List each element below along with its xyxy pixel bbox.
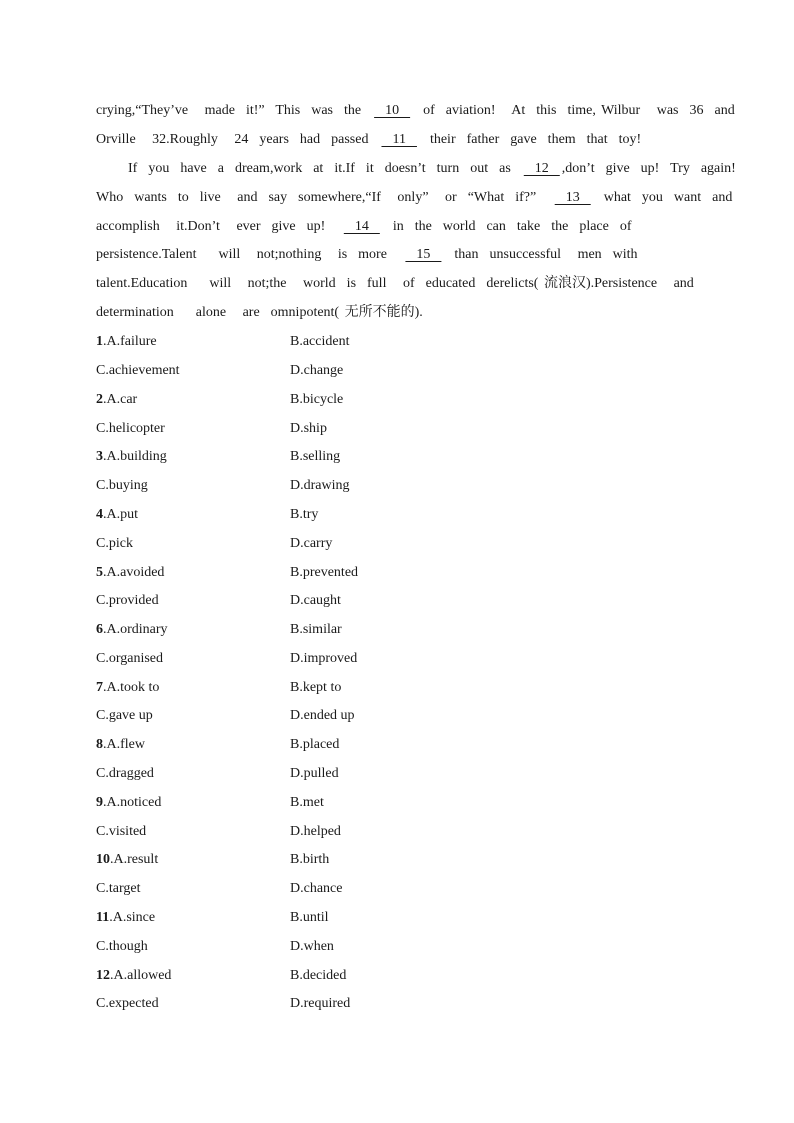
option-a-text: A.avoided <box>106 564 165 580</box>
question-number-dot: . <box>103 334 107 350</box>
question-number: 5 <box>96 564 103 580</box>
option-a <box>96 962 171 991</box>
option-c: C.helicopter <box>96 420 165 436</box>
question-number: 12 <box>96 967 110 983</box>
question-row <box>96 789 696 818</box>
question-row <box>96 415 696 444</box>
blank-number: 14 <box>343 218 380 234</box>
question-number-dot: . <box>103 564 107 580</box>
option-a-text: A.put <box>106 506 138 522</box>
option-b: B.birth <box>290 852 330 868</box>
option-c: C.visited <box>96 823 147 839</box>
passage-text: crying,“They’ve made it!” This was the <box>96 103 373 118</box>
passage-line <box>96 270 696 299</box>
passage-text: determination alone are omnipotent( 无所不能的). <box>96 305 423 321</box>
option-d: D.drawing <box>290 478 350 494</box>
option-d: D.ended up <box>290 708 355 724</box>
blank-number: 10 <box>374 103 411 118</box>
question-number: 1 <box>96 334 103 350</box>
option-d: D.pulled <box>290 766 339 782</box>
option-c: C.though <box>96 938 148 954</box>
option-a <box>96 731 145 760</box>
option-a-text: A.building <box>106 449 167 465</box>
option-a <box>96 386 137 415</box>
option-a-text: A.noticed <box>106 794 162 810</box>
question-number-dot: . <box>103 506 107 522</box>
option-a <box>96 616 168 645</box>
option-a-text: A.since <box>112 910 156 926</box>
option-a <box>96 674 159 703</box>
question-row <box>96 530 696 559</box>
question-number: 3 <box>96 449 103 465</box>
option-c: C.buying <box>96 478 148 494</box>
option-a-text: A.took to <box>106 679 160 695</box>
passage-line <box>96 97 735 126</box>
option-a <box>96 904 155 933</box>
option-d: D.caught <box>290 593 341 609</box>
option-c: C.gave up <box>96 708 153 724</box>
question-number: 8 <box>96 737 103 753</box>
option-d: D.when <box>290 938 334 954</box>
option-b: B.accident <box>290 334 350 350</box>
blank-number: 13 <box>554 189 591 205</box>
question-options <box>96 328 696 1019</box>
option-b: B.prevented <box>290 564 359 580</box>
option-a-text: A.car <box>106 391 138 407</box>
option-a <box>96 789 161 818</box>
option-a <box>96 846 158 875</box>
question-row <box>96 616 696 645</box>
option-a <box>96 328 157 357</box>
question-row <box>96 587 696 616</box>
question-number: 2 <box>96 391 103 407</box>
question-row <box>96 904 696 933</box>
question-number-dot: . <box>110 852 114 868</box>
question-row <box>96 702 696 731</box>
passage-text: what you want and <box>592 189 733 205</box>
option-c: C.target <box>96 881 141 897</box>
question-row <box>96 731 696 760</box>
option-b: B.selling <box>290 449 341 465</box>
passage-text: Who wants to live and say somewhere,“If only” or “What if?” <box>96 189 553 205</box>
passage-text: of aviation! At this time, Wilbur was 36 and <box>412 103 735 118</box>
option-d: D.carry <box>290 535 333 551</box>
option-a-text: A.ordinary <box>106 622 168 638</box>
question-row <box>96 559 696 588</box>
option-c: C.pick <box>96 535 133 551</box>
question-row <box>96 846 696 875</box>
option-c: C.provided <box>96 593 159 609</box>
option-b: B.similar <box>290 622 342 638</box>
option-b: B.until <box>290 910 329 926</box>
passage-text: ,don’t give up! Try again! <box>561 160 736 176</box>
option-a-text: A.result <box>113 852 159 868</box>
question-row <box>96 357 696 386</box>
option-a <box>96 559 164 588</box>
question-number: 9 <box>96 794 103 810</box>
option-a <box>96 501 138 530</box>
blank-number: 12 <box>523 160 560 176</box>
question-row <box>96 962 696 991</box>
question-row <box>96 990 696 1019</box>
question-row <box>96 933 696 962</box>
passage <box>96 97 736 328</box>
passage-text: accomplish it.Don’t ever give up! <box>96 218 342 234</box>
passage-text: Orville 32.Roughly 24 years had passed <box>96 131 380 147</box>
option-b: B.kept to <box>290 679 342 695</box>
option-c: C.organised <box>96 650 164 666</box>
passage-line <box>96 184 733 213</box>
question-number-dot: . <box>110 967 114 983</box>
option-b: B.decided <box>290 967 347 983</box>
blank-number: 11 <box>381 131 417 147</box>
option-d: D.required <box>290 996 351 1012</box>
question-row <box>96 472 696 501</box>
question-row <box>96 501 696 530</box>
passage-line <box>96 241 696 270</box>
option-d: D.helped <box>290 823 341 839</box>
question-row <box>96 760 696 789</box>
passage-text: talent.Education will not;the world is full of educated derelicts( 流浪汉).Persistence and <box>96 276 694 292</box>
option-b: B.met <box>290 794 324 810</box>
option-a-text: A.allowed <box>113 967 172 983</box>
option-d: D.improved <box>290 650 358 666</box>
question-number-dot: . <box>103 391 107 407</box>
option-c: C.dragged <box>96 766 154 782</box>
question-number-dot: . <box>103 622 107 638</box>
question-number-dot: . <box>103 737 107 753</box>
question-row <box>96 645 696 674</box>
question-number: 6 <box>96 622 103 638</box>
passage-text: in the world can take the place of <box>381 218 632 234</box>
question-number: 4 <box>96 506 103 522</box>
question-number-dot: . <box>103 679 107 695</box>
question-number: 11 <box>96 910 110 926</box>
question-number-dot: . <box>103 449 107 465</box>
option-b: B.placed <box>290 737 340 753</box>
passage-text: persistence.Talent will not;nothing is more <box>96 247 404 263</box>
passage-text: their father gave them that toy! <box>418 131 642 147</box>
option-b: B.bicycle <box>290 391 344 407</box>
document-page <box>96 97 736 1019</box>
passage-line <box>96 213 696 242</box>
question-row <box>96 875 696 904</box>
question-row <box>96 328 696 357</box>
option-c: C.expected <box>96 996 159 1012</box>
option-b: B.try <box>290 506 319 522</box>
passage-line <box>96 155 736 184</box>
option-d: D.chance <box>290 881 343 897</box>
option-d: D.change <box>290 362 344 378</box>
question-number: 10 <box>96 852 110 868</box>
question-row <box>96 386 696 415</box>
question-row <box>96 818 696 847</box>
passage-text: than unsuccessful men with <box>443 247 638 263</box>
option-a-text: A.flew <box>106 737 145 753</box>
question-number: 7 <box>96 679 103 695</box>
question-row <box>96 674 696 703</box>
passage-line <box>96 299 696 328</box>
question-row <box>96 443 696 472</box>
blank-number: 15 <box>405 247 442 263</box>
option-d: D.ship <box>290 420 327 436</box>
option-a <box>96 443 167 472</box>
option-c: C.achievement <box>96 362 180 378</box>
passage-text: If you have a dream,work at it.If it doesn’t turn out as <box>128 160 522 176</box>
passage-line <box>96 126 696 155</box>
question-number-dot: . <box>103 794 107 810</box>
option-a-text: A.failure <box>106 334 157 350</box>
question-number-dot: . <box>109 910 113 926</box>
